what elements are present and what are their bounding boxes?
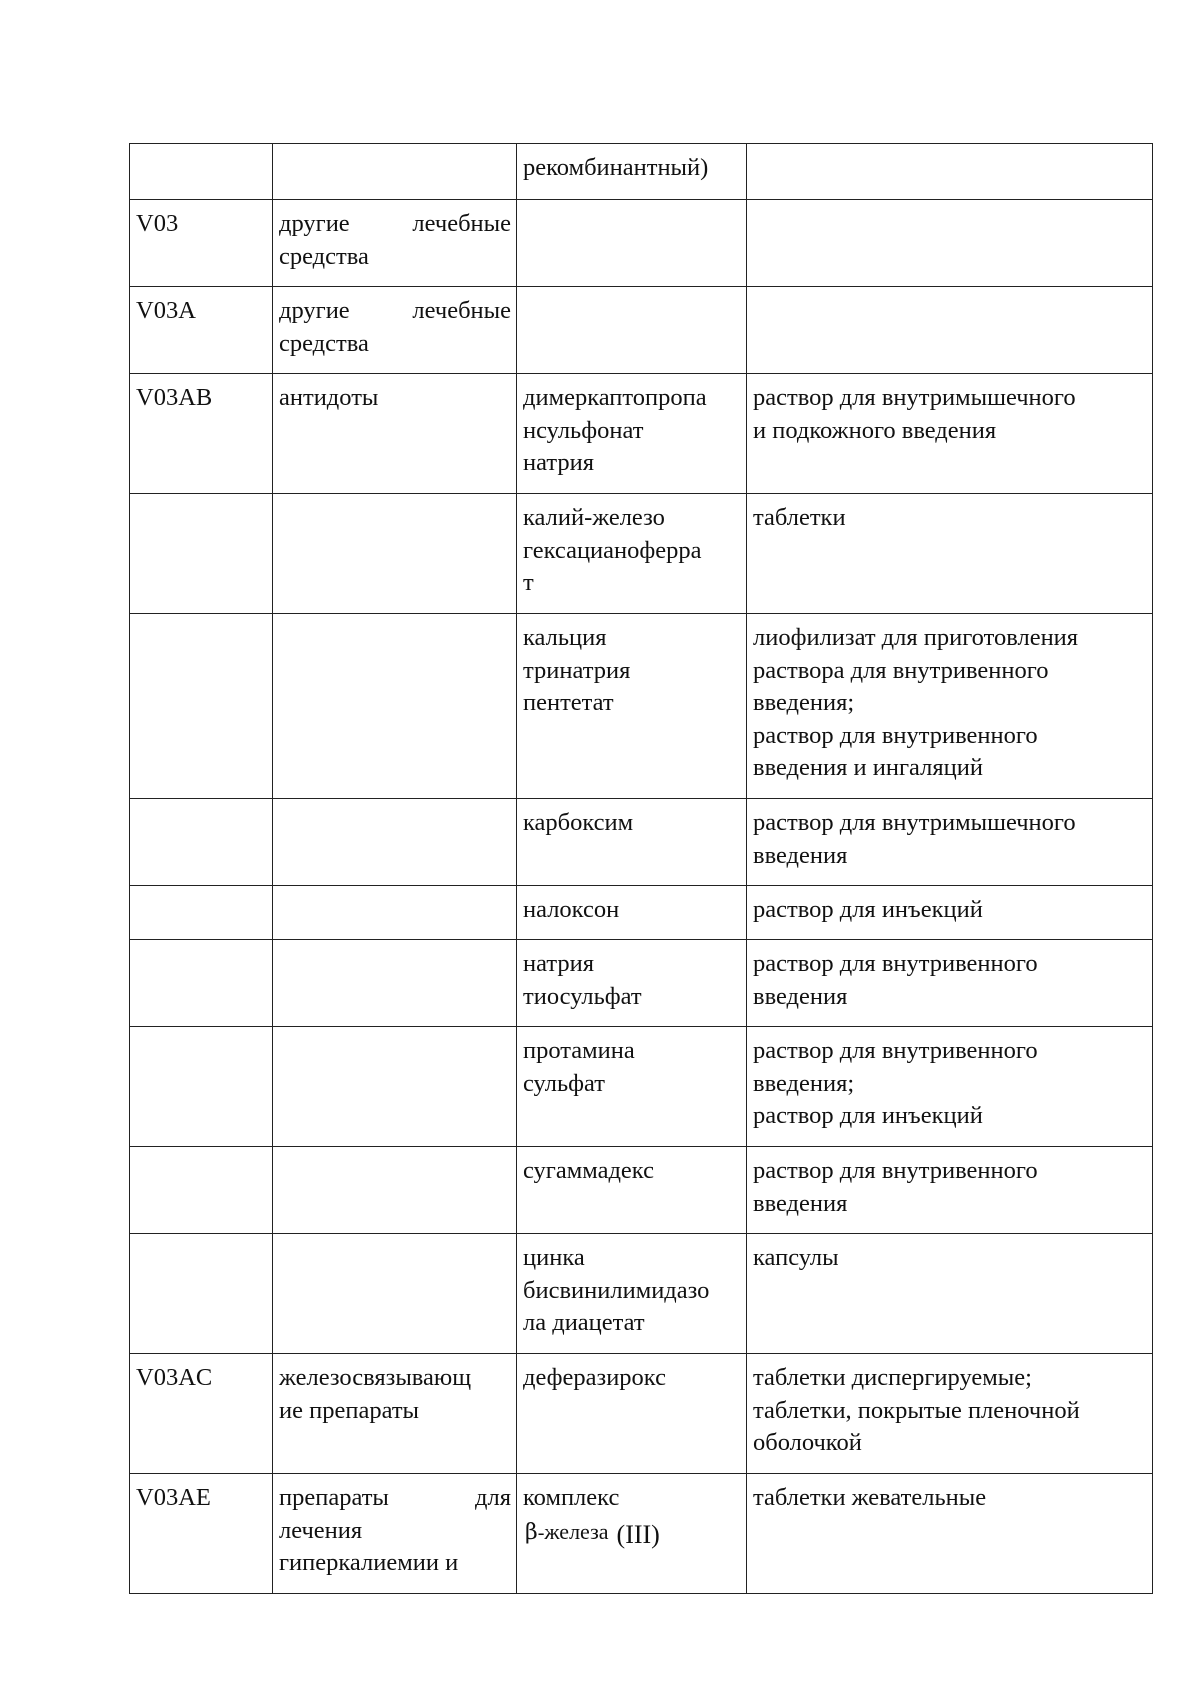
atc-code-cell [130, 1027, 273, 1147]
dosage-form-cell [747, 1234, 1153, 1354]
dosage-form-cell [747, 940, 1153, 1027]
table-row [130, 144, 1153, 200]
drug-table [129, 143, 1153, 1594]
pharmacological-group-cell [273, 287, 517, 374]
drug-name-cell [517, 287, 747, 374]
dosage-form-cell [747, 886, 1153, 940]
drug-name-cell [517, 1027, 747, 1147]
pharmacological-group-cell [273, 494, 517, 614]
dosage-form-cell [747, 799, 1153, 886]
dosage-form-cell [747, 1354, 1153, 1474]
atc-code-cell [130, 200, 273, 287]
dosage-form-cell [747, 494, 1153, 614]
beta-roman-numeral: (III) [616, 1519, 660, 1549]
drug-name-cell [517, 1354, 747, 1474]
drug-name-text: деферазирокс [523, 1364, 666, 1391]
drug-name-cell [517, 1474, 747, 1594]
drug-name-cell [517, 886, 747, 940]
drug-name-cell [517, 1147, 747, 1234]
atc-code-text: V03AC [136, 1364, 213, 1391]
drug-name-cell [517, 200, 747, 287]
drug-name-text: натрия тиосульфат [523, 950, 642, 1010]
dosage-form-text: раствор для внутримышечного введения [753, 809, 1076, 869]
table-row [130, 1474, 1153, 1594]
pharmacological-group-text: другие лечебные средства [279, 210, 511, 270]
dosage-form-cell [747, 1147, 1153, 1234]
drug-name-cell [517, 144, 747, 200]
atc-code-cell [130, 494, 273, 614]
pharmacological-group-cell [273, 886, 517, 940]
drug-name-text: кальция тринатрия пентетат [523, 624, 631, 716]
drug-name-text: калий-железо гексацианоферра т [523, 504, 702, 596]
drug-name-cell [517, 1234, 747, 1354]
pharmacological-group-cell [273, 1234, 517, 1354]
beta-symbol: β [525, 1519, 538, 1545]
atc-code-cell [130, 1147, 273, 1234]
table-body [130, 144, 1153, 1594]
table-row [130, 940, 1153, 1027]
atc-code-cell [130, 799, 273, 886]
dosage-form-text: таблетки диспергируемые; таблетки, покрытые пленочной оболочкой [753, 1364, 1080, 1456]
beta-iron-complex-line [523, 1515, 741, 1550]
dosage-form-text: раствор для внутримышечного и подкожного введения [753, 384, 1076, 444]
atc-code-text: V03AE [136, 1484, 211, 1511]
table-row [130, 1027, 1153, 1147]
drug-name-text: сугаммадекс [523, 1157, 654, 1184]
dosage-form-cell [747, 614, 1153, 799]
atc-code-cell [130, 374, 273, 494]
dosage-form-text: таблетки жевательные [753, 1484, 987, 1511]
pharmacological-group-cell [273, 940, 517, 1027]
dosage-form-cell [747, 200, 1153, 287]
dosage-form-text: раствор для инъекций [753, 896, 983, 923]
atc-code-cell [130, 144, 273, 200]
table-row [130, 200, 1153, 287]
dosage-form-text: лиофилизат для приготовления раствора для внутривенного введения; раствор для внутривенного введения и ингаляций [753, 624, 1079, 781]
pharmacological-group-cell [273, 144, 517, 200]
dosage-form-cell [747, 1474, 1153, 1594]
atc-code-cell [130, 886, 273, 940]
pharmacological-group-text: антидоты [279, 384, 379, 411]
drug-name-cell [517, 614, 747, 799]
drug-name-cell [517, 799, 747, 886]
table-row [130, 494, 1153, 614]
atc-code-text: V03 [136, 210, 179, 237]
drug-name-text: карбоксим [523, 809, 634, 836]
table-row [130, 374, 1153, 494]
pharmacological-group-cell [273, 1027, 517, 1147]
dosage-form-cell [747, 287, 1153, 374]
beta-word: железа [544, 1518, 609, 1544]
atc-code-cell [130, 1354, 273, 1474]
pharmacological-group-text: железосвязывающ ие препараты [279, 1364, 472, 1424]
pharmacological-group-cell [273, 374, 517, 494]
atc-code-cell [130, 1234, 273, 1354]
dosage-form-text: таблетки [753, 504, 846, 531]
table-row [130, 1354, 1153, 1474]
pharmacological-group-cell [273, 799, 517, 886]
drug-name-text: налоксон [523, 896, 620, 923]
table-row [130, 886, 1153, 940]
table-row [130, 1234, 1153, 1354]
dosage-form-cell [747, 1027, 1153, 1147]
pharmacological-group-cell [273, 1474, 517, 1594]
dosage-form-text: раствор для внутривенного введения [753, 950, 1038, 1010]
drug-name-text: димеркаптопропа нсульфонат натрия [523, 384, 707, 476]
drug-name-text: комплекс [523, 1484, 620, 1511]
pharmacological-group-cell [273, 614, 517, 799]
drug-name-cell [517, 494, 747, 614]
drug-name-cell [517, 940, 747, 1027]
table-row [130, 287, 1153, 374]
dosage-form-cell [747, 374, 1153, 494]
pharmacological-group-text: препараты для лечения гиперкалиемии и [279, 1484, 511, 1576]
drug-name-text: цинка бисвинилимидазо ла диацетат [523, 1244, 710, 1336]
atc-code-text: V03AB [136, 384, 213, 411]
drug-name-text: рекомбинантный) [523, 154, 709, 181]
drug-name-text: протамина сульфат [523, 1037, 635, 1097]
drug-name-cell [517, 374, 747, 494]
beta-dash: - [537, 1521, 545, 1544]
table-row [130, 1147, 1153, 1234]
atc-code-text: V03A [136, 297, 196, 324]
dosage-form-text: раствор для внутривенного введения; раствор для инъекций [753, 1037, 1038, 1129]
pharmacological-group-cell [273, 1354, 517, 1474]
dosage-form-cell [747, 144, 1153, 200]
pharmacological-group-cell [273, 200, 517, 287]
dosage-form-text: капсулы [753, 1244, 839, 1271]
table-row [130, 799, 1153, 886]
atc-code-cell [130, 940, 273, 1027]
pharmacological-group-text: другие лечебные средства [279, 297, 511, 357]
atc-code-cell [130, 287, 273, 374]
dosage-form-text: раствор для внутривенного введения [753, 1157, 1038, 1217]
atc-code-cell [130, 1474, 273, 1594]
table-row [130, 614, 1153, 799]
pharmacological-group-cell [273, 1147, 517, 1234]
atc-code-cell [130, 614, 273, 799]
